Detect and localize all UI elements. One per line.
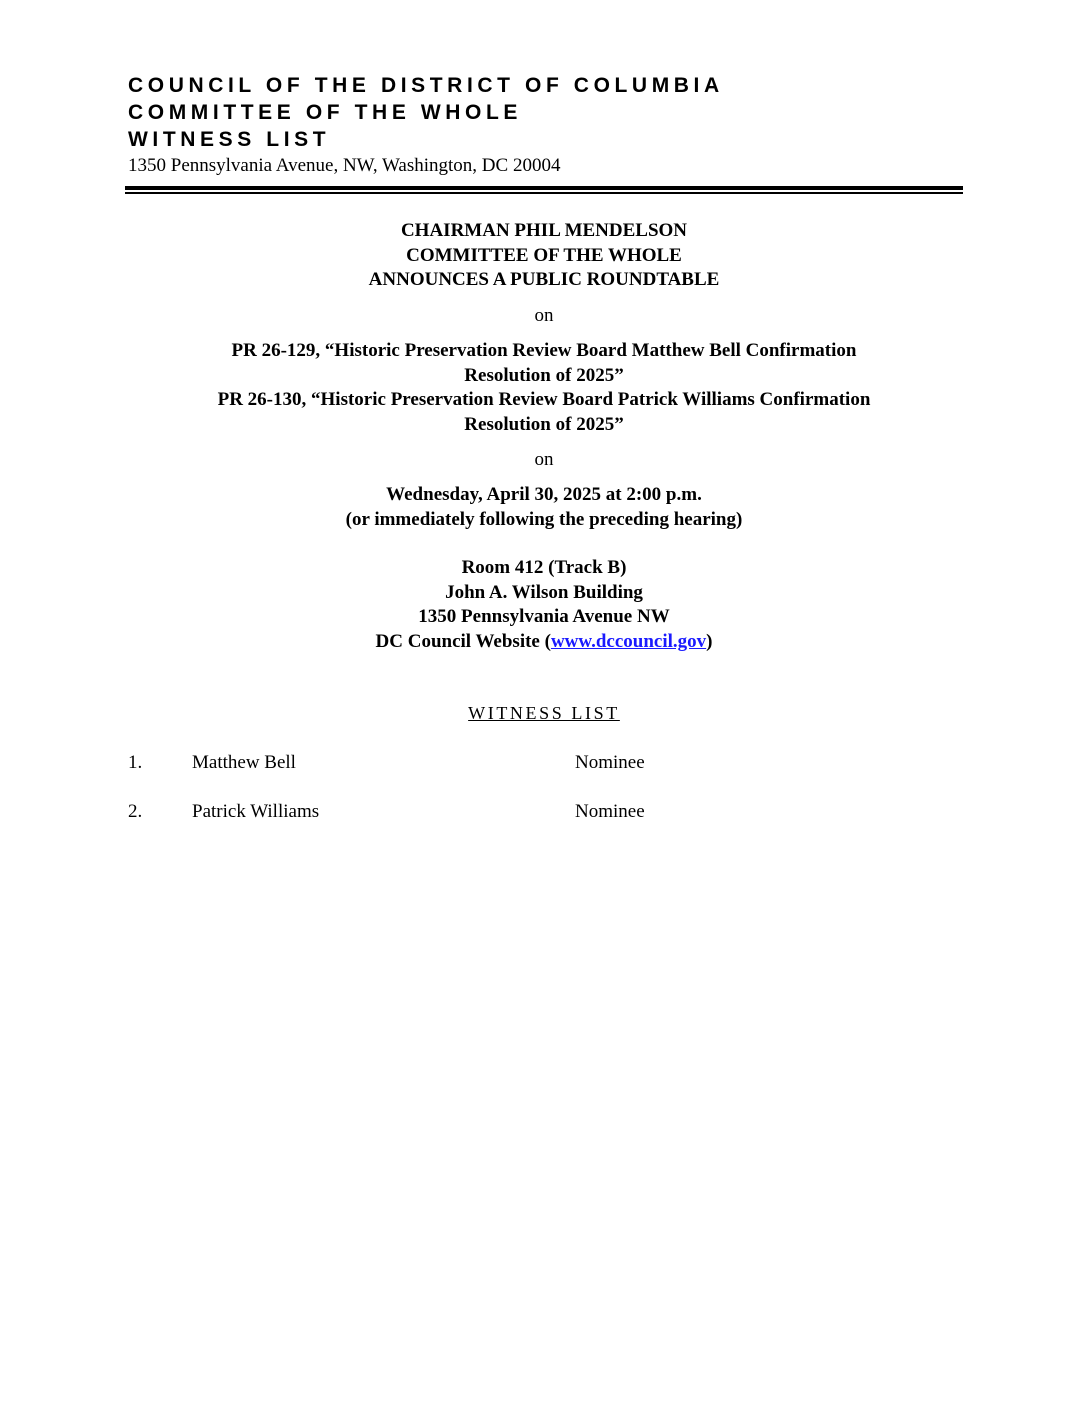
street-address: 1350 Pennsylvania Avenue NW xyxy=(418,606,670,627)
witness-1-name: Matthew Bell xyxy=(192,752,296,773)
on-connector-1: on xyxy=(534,305,554,326)
witness-1-role: Nominee xyxy=(575,752,645,773)
on-connector-2: on xyxy=(534,449,554,470)
witness-2-role: Nominee xyxy=(575,801,645,822)
date-block xyxy=(0,483,1088,532)
hearing-date: Wednesday, April 30, 2025 at 2:00 p.m. xyxy=(386,484,702,505)
document-type: WITNESS LIST xyxy=(128,128,331,151)
witness-2-name: Patrick Williams xyxy=(192,801,320,822)
hearing-date-note: (or immediately following the preceding hearing) xyxy=(345,508,743,530)
announcement-block xyxy=(0,219,1088,293)
location-block xyxy=(0,556,1088,654)
committee-name: COMMITTEE OF THE WHOLE xyxy=(128,101,523,124)
bill-2-title: PR 26-130, “Historic Preservation Review Board Patrick Williams Confirmation xyxy=(217,389,871,410)
council-address: 1350 Pennsylvania Avenue, NW, Washington, DC 20004 xyxy=(128,155,561,176)
witness-2-number: 2. xyxy=(128,801,143,822)
website-prefix: DC Council Website ( xyxy=(375,630,551,652)
header-divider-thick xyxy=(125,186,963,190)
bills-block xyxy=(0,339,1088,437)
website-link[interactable]: www.dccouncil.gov xyxy=(550,630,707,652)
witness-list-title: WITNESS LIST xyxy=(468,703,620,723)
committee-line: COMMITTEE OF THE WHOLE xyxy=(406,244,682,266)
header-divider-thin xyxy=(125,192,963,194)
witness-1-number: 1. xyxy=(128,752,143,773)
bill-1-title: PR 26-129, “Historic Preservation Review Board Matthew Bell Confirmation xyxy=(231,340,857,361)
chairman-line: CHAIRMAN PHIL MENDELSON xyxy=(400,220,688,241)
building: John A. Wilson Building xyxy=(445,581,643,603)
website-suffix: ) xyxy=(706,630,713,652)
council-name: COUNCIL OF THE DISTRICT OF COLUMBIA xyxy=(128,74,724,97)
bill-2-title-cont: Resolution of 2025” xyxy=(464,413,624,435)
roundtable-line: ANNOUNCES A PUBLIC ROUNDTABLE xyxy=(368,269,720,290)
room: Room 412 (Track B) xyxy=(461,557,627,578)
letterhead xyxy=(128,72,724,179)
witness-list-heading xyxy=(0,703,1088,724)
bill-1-title-cont: Resolution of 2025” xyxy=(464,364,624,386)
website-line xyxy=(0,630,1088,655)
